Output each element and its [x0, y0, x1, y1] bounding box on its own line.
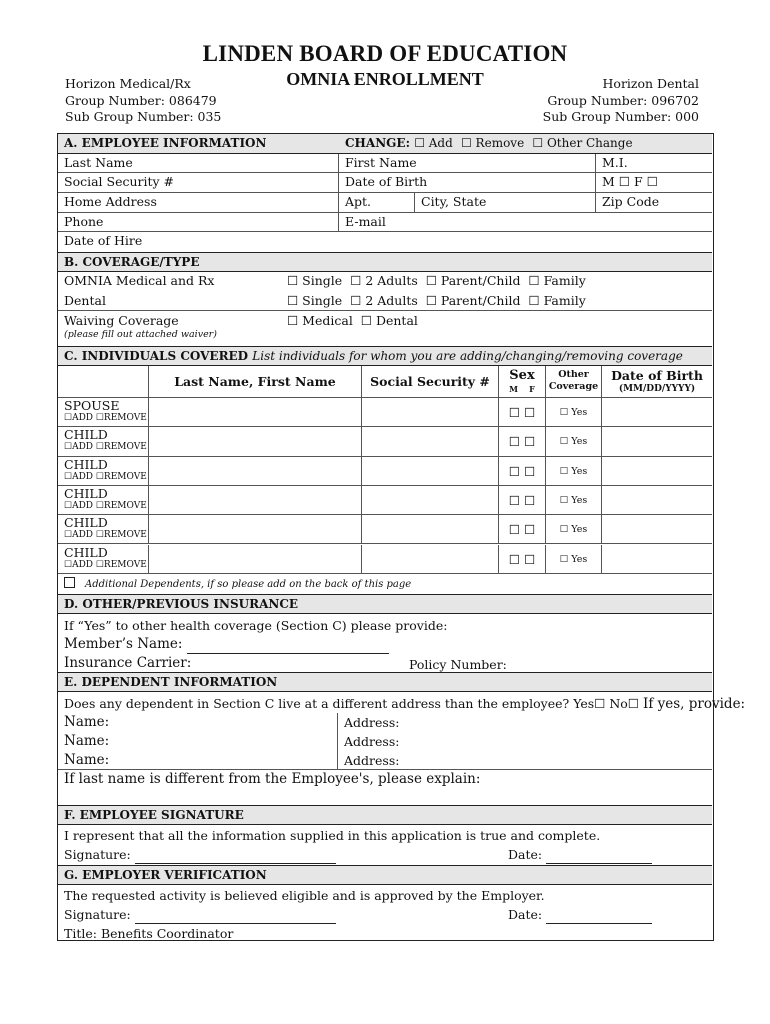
dependent-address-2[interactable]: Address:: [344, 734, 400, 749]
waiving-note: (please fill out attached waiver): [64, 329, 217, 340]
sex-checkboxes[interactable]: ☐ ☐: [498, 457, 545, 485]
dental-plan-name: Horizon Dental: [602, 76, 699, 91]
individual-row: [58, 457, 712, 486]
other-coverage-checkbox[interactable]: ☐ Yes: [545, 515, 601, 543]
waiving-options[interactable]: ☐ Medical ☐ Dental: [287, 313, 418, 328]
change-label: CHANGE:: [345, 136, 410, 150]
dependent-dob-input[interactable]: [601, 457, 712, 485]
employer-verification-block: [64, 886, 704, 943]
section-g-header: [58, 865, 712, 885]
section-c-note: List individuals for whom you are adding/changing/removing coverage: [252, 349, 683, 363]
policy-number-label: Policy Number:: [409, 657, 507, 672]
change-add-checkbox[interactable]: ☐ Add: [414, 136, 453, 150]
dependent-name-3[interactable]: Name:: [64, 752, 110, 768]
sex-checkboxes[interactable]: ☐ ☐: [498, 398, 545, 426]
additional-dependents-checkbox[interactable]: [64, 577, 75, 588]
other-coverage-checkbox[interactable]: ☐ Yes: [545, 427, 601, 455]
section-e-header: [58, 672, 712, 692]
col-name-header: Last Name, First Name: [148, 366, 361, 397]
col-other-coverage-header: Other Coverage: [545, 366, 601, 397]
add-remove-checkboxes[interactable]: ☐ADD ☐REMOVE: [64, 442, 147, 453]
form-title: LINDEN BOARD OF EDUCATION: [202, 41, 568, 66]
medical-subgroup-number: Sub Group Number: 035: [65, 109, 222, 124]
dependent-name-1[interactable]: Name:: [64, 714, 110, 730]
employer-attestation: The requested activity is believed eligible and is approved by the Employer.: [64, 888, 545, 903]
waiving-row: [58, 311, 712, 344]
relation-cell: [58, 398, 148, 426]
individual-row: [58, 398, 712, 427]
section-d-title: D. OTHER/PREVIOUS INSURANCE: [64, 597, 299, 611]
phone-field[interactable]: Phone: [64, 214, 104, 229]
relation-label: CHILD: [64, 427, 108, 443]
individual-row: [58, 486, 712, 515]
section-c-title: C. INDIVIDUALS COVERED: [64, 349, 249, 363]
dependent-name-input[interactable]: [148, 398, 361, 426]
phone-row: [58, 213, 712, 232]
section-b-header: [58, 252, 712, 272]
insurance-carrier-label: Insurance Carrier:: [64, 655, 192, 671]
email-field[interactable]: E-mail: [338, 213, 712, 231]
dependent-ssn-input[interactable]: [361, 427, 498, 455]
relation-label: CHILD: [64, 456, 108, 472]
other-insurance-block: [64, 616, 704, 673]
additional-dependents-row: [58, 574, 712, 592]
change-remove-checkbox[interactable]: ☐ Remove: [460, 136, 525, 150]
individual-row: [58, 427, 712, 456]
city-state-field[interactable]: City, State: [414, 193, 595, 212]
relation-label: SPOUSE: [64, 398, 120, 413]
last-name-explain-box[interactable]: [58, 769, 712, 805]
dental-plan-info: [543, 76, 699, 126]
hire-row: [58, 232, 712, 252]
zip-field[interactable]: Zip Code: [595, 193, 712, 212]
dependent-name-2[interactable]: Name:: [64, 733, 110, 749]
dependent-ssn-input[interactable]: [361, 398, 498, 426]
add-remove-checkboxes[interactable]: ☐ADD ☐REMOVE: [64, 413, 147, 423]
dependent-ssn-input[interactable]: [361, 545, 498, 573]
section-c-header: [58, 346, 712, 366]
section-d-header: [58, 594, 712, 614]
employee-attestation: I represent that all the information supplied in this application is true and complete.: [64, 828, 601, 843]
gender-checkboxes[interactable]: M ☐ F ☐: [595, 173, 712, 192]
medical-group-number: Group Number: 086479: [65, 92, 217, 108]
dependent-address-grid: [58, 713, 712, 769]
relation-cell: [58, 515, 148, 543]
add-remove-checkboxes[interactable]: ☐ADD ☐REMOVE: [64, 559, 147, 570]
dependent-name-input[interactable]: [148, 545, 361, 573]
add-remove-checkboxes[interactable]: ☐ADD ☐REMOVE: [64, 500, 147, 511]
dependent-dob-input[interactable]: [601, 398, 712, 426]
dental-subgroup-number: Sub Group Number: 000: [542, 109, 699, 124]
employer-date-label: Date:: [508, 907, 543, 922]
employee-signature-label: Signature:: [64, 847, 131, 862]
employee-signature-block: [64, 826, 704, 864]
ssn-row: [58, 173, 712, 193]
relation-cell: [58, 486, 148, 514]
sex-checkboxes[interactable]: ☐ ☐: [498, 427, 545, 455]
apt-field[interactable]: Apt.: [338, 193, 414, 212]
employer-title: Title: Benefits Coordinator: [64, 926, 234, 941]
employer-signature-label: Signature:: [64, 907, 131, 922]
dependent-ssn-input[interactable]: [361, 515, 498, 543]
dependent-dob-input[interactable]: [601, 486, 712, 514]
relation-cell: [58, 427, 148, 455]
date-of-hire-field[interactable]: Date of Hire: [64, 233, 143, 248]
employee-date-label: Date:: [508, 847, 543, 862]
medical-coverage-label: OMNIA Medical and Rx: [64, 273, 215, 288]
sex-checkboxes[interactable]: ☐ ☐: [498, 486, 545, 514]
other-coverage-checkbox[interactable]: ☐ Yes: [545, 457, 601, 485]
first-name-field[interactable]: First Name: [338, 154, 595, 172]
section-f-header: [58, 805, 712, 825]
employer-signature-input[interactable]: [135, 909, 336, 924]
section-a-header: [58, 134, 712, 154]
ssn-field[interactable]: Social Security #: [64, 174, 175, 189]
individual-row: [58, 515, 712, 544]
employer-date-input[interactable]: [546, 909, 652, 924]
dependent-address-1[interactable]: Address:: [344, 715, 400, 730]
sex-checkboxes[interactable]: ☐ ☐: [498, 545, 545, 573]
waiving-label: Waiving Coverage: [64, 313, 179, 328]
other-coverage-checkbox[interactable]: ☐ Yes: [545, 398, 601, 426]
dental-coverage-options[interactable]: ☐ Single ☐ 2 Adults ☐ Parent/Child ☐ Family: [287, 293, 586, 308]
last-name-explain-label: If last name is different from the Employee's, please explain:: [64, 771, 481, 787]
address-row: [58, 193, 712, 213]
dependent-address-3[interactable]: Address:: [344, 753, 400, 768]
employee-signature-input[interactable]: [135, 849, 336, 864]
add-remove-checkboxes[interactable]: ☐ADD ☐REMOVE: [64, 471, 147, 482]
other-insurance-intro: If “Yes” to other health coverage (Section C) please provide:: [64, 618, 448, 633]
sex-checkboxes[interactable]: ☐ ☐: [498, 515, 545, 543]
other-coverage-checkbox[interactable]: ☐ Yes: [545, 545, 601, 573]
section-e-title: E. DEPENDENT INFORMATION: [64, 675, 278, 689]
dob-field[interactable]: Date of Birth: [338, 173, 595, 192]
name-row: [58, 154, 712, 173]
col-ssn-header: Social Security #: [361, 366, 498, 397]
add-remove-checkboxes[interactable]: ☐ADD ☐REMOVE: [64, 530, 147, 541]
enrollment-form: [57, 133, 746, 941]
dental-coverage-row: [58, 292, 712, 311]
dependent-name-input[interactable]: [148, 515, 361, 543]
dependent-ssn-input[interactable]: [361, 457, 498, 485]
form-subtitle: OMNIA ENROLLMENT: [286, 69, 484, 89]
col-dob-header: Date of Birth (MM/DD/YYYY): [601, 366, 712, 397]
change-other-checkbox[interactable]: ☐ Other Change: [532, 136, 633, 150]
dental-coverage-label: Dental: [64, 293, 106, 308]
dependent-name-input[interactable]: [148, 486, 361, 514]
individual-row: [58, 545, 712, 574]
medical-coverage-options[interactable]: ☐ Single ☐ 2 Adults ☐ Parent/Child ☐ Family: [287, 273, 586, 288]
col-sex-header: Sex M F: [498, 366, 545, 397]
dependent-ssn-input[interactable]: [361, 486, 498, 514]
dependent-name-input[interactable]: [148, 427, 361, 455]
member-name-label: Member’s Name:: [64, 636, 183, 652]
section-f-title: F. EMPLOYEE SIGNATURE: [64, 808, 244, 822]
dependent-address-question: [64, 694, 745, 714]
home-address-field[interactable]: Home Address: [64, 194, 157, 209]
change-options: [345, 134, 633, 152]
relation-label: CHILD: [64, 485, 108, 501]
different-address-question[interactable]: Does any dependent in Section C live at a different address than the employee? Yes☐ No☐: [64, 696, 640, 711]
dependent-dob-input[interactable]: [601, 545, 712, 573]
individuals-header-row: [58, 366, 712, 398]
middle-initial-field[interactable]: M.I.: [595, 154, 712, 172]
if-yes-label: If yes, provide:: [643, 696, 746, 712]
relation-cell: [58, 457, 148, 485]
employee-date-input[interactable]: [546, 849, 652, 864]
other-coverage-checkbox[interactable]: ☐ Yes: [545, 486, 601, 514]
medical-plan-info: [65, 76, 221, 126]
relation-cell: [58, 545, 148, 573]
medical-coverage-row: [58, 272, 712, 292]
relation-label: CHILD: [64, 544, 108, 560]
section-g-title: G. EMPLOYER VERIFICATION: [64, 868, 267, 882]
dependent-dob-input[interactable]: [601, 515, 712, 543]
waiving-label-block: [58, 311, 217, 344]
section-b-title: B. COVERAGE/TYPE: [64, 255, 200, 269]
dental-group-number: Group Number: 096702: [547, 92, 699, 108]
relation-label: CHILD: [64, 515, 108, 531]
last-name-field[interactable]: Last Name: [64, 155, 133, 170]
dependent-dob-input[interactable]: [601, 427, 712, 455]
additional-dependents-label: Additional Dependents, if so please add on the back of this page: [84, 579, 412, 590]
additional-dependents[interactable]: [58, 574, 411, 592]
dependent-name-input[interactable]: [148, 457, 361, 485]
medical-plan-name: Horizon Medical/Rx: [65, 76, 191, 91]
section-a-title: A. EMPLOYEE INFORMATION: [64, 136, 267, 150]
